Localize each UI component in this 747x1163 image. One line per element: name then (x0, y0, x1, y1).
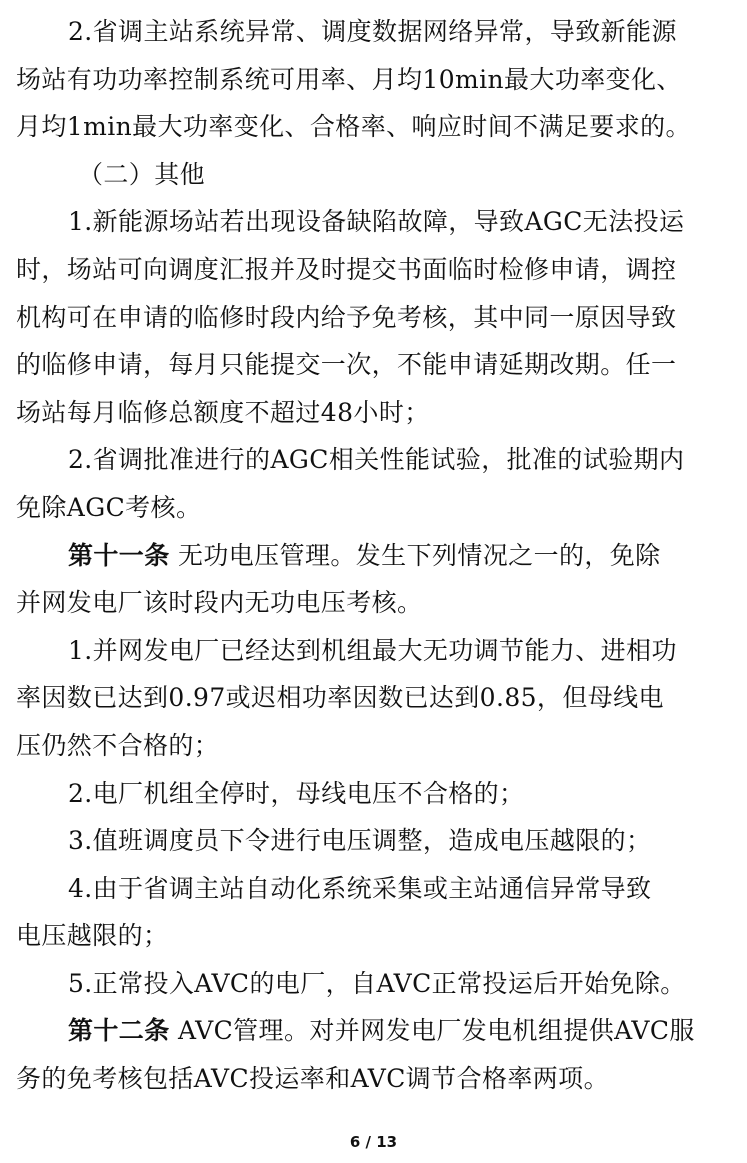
text-line: 电压越限的； (16, 921, 169, 951)
text-line: 3.值班调度员下令进行电压调整，造成电压越限的； (68, 826, 652, 856)
text-line: 率因数已达到0.97或迟相功率因数已达到0.85，但母线电 (16, 683, 664, 713)
article-12-line (16, 1007, 734, 1055)
text-line: 1.新能源场站若出现设备缺陷故障，导致AGC无法投运 (68, 207, 685, 237)
article-12-text: AVC管理。对并网发电厂发电机组提供AVC服 (177, 1016, 695, 1046)
text-line: 务的免考核包括AVC投运率和AVC调节合格率两项。 (16, 1064, 609, 1094)
document-body (16, 8, 734, 1103)
article-11-line (16, 532, 734, 580)
article-12-heading: 第十二条 (68, 1016, 170, 1046)
text-line: 5.正常投入AVC的电厂，自AVC正常投运后开始免除。 (68, 968, 686, 998)
text-line: 的临修申请，每月只能提交一次，不能申请延期改期。任一 (16, 350, 677, 380)
text-line: 月均1min最大功率变化、合格率、响应时间不满足要求的。 (16, 112, 691, 142)
section-heading-other: （二）其他 (78, 159, 206, 189)
text-line: 机构可在申请的临修时段内给予免考核，其中同一原因导致 (16, 302, 677, 332)
text-line: 并网发电厂该时段内无功电压考核。 (16, 588, 423, 618)
text-line: 时，场站可向调度汇报并及时提交书面临时检修申请，调控 (16, 254, 677, 284)
text-line: 2.省调主站系统异常、调度数据网络异常，导致新能源 (68, 17, 677, 46)
text-line: 场站每月临修总额度不超过48小时； (16, 397, 430, 427)
text-line: 1.并网发电厂已经达到机组最大无功调节能力、进相功 (68, 635, 677, 665)
article-11-heading: 第十一条 (68, 540, 170, 570)
article-11-text: 无功电压管理。发生下列情况之一的，免除 (177, 540, 661, 570)
text-line: 2.电厂机组全停时，母线电压不合格的； (68, 778, 525, 808)
text-line: 免除AGC考核。 (16, 492, 202, 522)
page-number: 6 / 13 (349, 1133, 398, 1151)
text-line: 4.由于省调主站自动化系统采集或主站通信异常导致 (68, 873, 652, 903)
text-line: 场站有功功率控制系统可用率、月均10min最大功率变化、 (16, 64, 682, 94)
text-line: 2.省调批准进行的AGC相关性能试验，批准的试验期内 (68, 445, 685, 475)
text-line: 压仍然不合格的； (16, 730, 220, 760)
